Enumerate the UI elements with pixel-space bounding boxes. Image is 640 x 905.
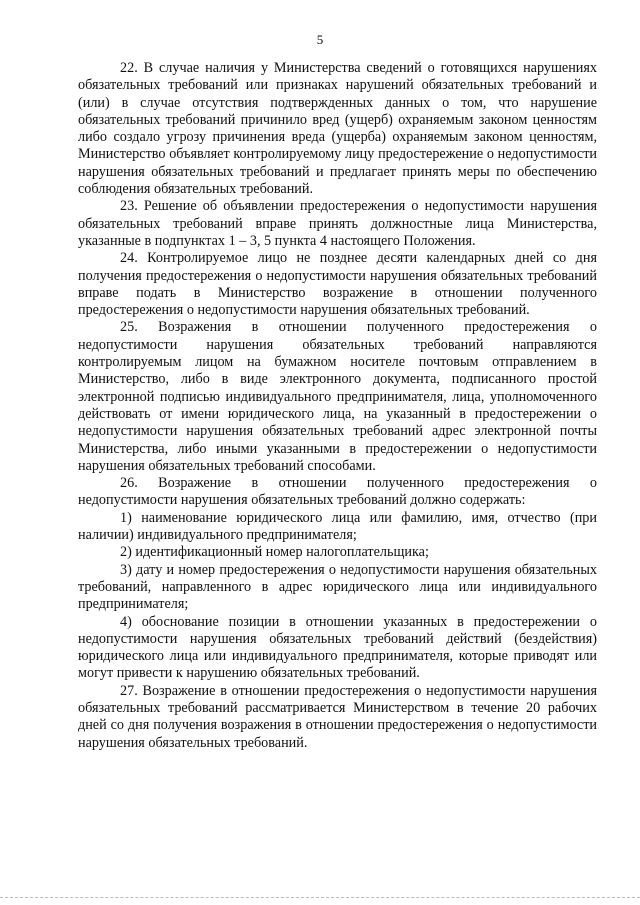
paragraph-25: 25. Возражения в отношении полученного предостережения о недопустимости нарушения обязательных требований направляются контролируемым лицом на бумажном носителе почтовым отправлением в Министерство, либо в виде электронного документа, подписанного простой электронной подписью индивидуального предпринимателя, лица, уполномоченного действовать от имени юридического лица, на указанный в предостережении о недопустимости нарушения обязательных требований адрес электронной почты Министерства, либо иными указанными в предостережении о недопустимости нарушения обязательных требований способами. — [78, 319, 597, 474]
paragraph-24: 24. Контролируемое лицо не позднее десяти календарных дней со дня получения предостережения о недопустимости нарушения обязательных требований вправе подать в Министерство возражение в отношении полученного предостережения о недопустимости нарушения обязательных требований. — [78, 250, 597, 319]
page-bottom-divider — [0, 897, 640, 898]
paragraph-27: 27. Возражение в отношении предостережения о недопустимости нарушения обязательных требований рассматривается Министерством в течение 20 рабочих дней со дня получения возражения в отношении предостережения о недопустимости нарушения обязательных требований. — [78, 682, 597, 751]
paragraph-26: 26. Возражение в отношении полученного предостережения о недопустимости нарушения обязательных требований должно содержать: — [78, 475, 597, 509]
list-item-1: 1) наименование юридического лица или фамилию, имя, отчество (при наличии) индивидуального предпринимателя; — [78, 509, 597, 544]
page-number: 5 — [316, 32, 324, 47]
list-item-4: 4) обоснование позиции в отношении указанных в предостережении о недопустимости нарушения обязательных требований действий (бездействия) юридического лица или индивидуального предпринимателя, которые приводят или могут привести к нарушению обязательных требований. — [78, 613, 597, 682]
list-item-2: 2) идентификационный номер налогоплательщика; — [120, 544, 429, 561]
list-item-3: 3) дату и номер предостережения о недопустимости нарушения обязательных требований, направленного в адрес юридического лица или индивидуального предпринимателя; — [78, 561, 597, 613]
paragraph-22: 22. В случае наличия у Министерства сведений о готовящихся нарушениях обязательных требований или признаках нарушений обязательных требований и (или) в случае отсутствия подтвержденных данных о том, что нарушение обязательных требований причинило вред (ущерб) охраняемым законом ценностям либо создало угрозу причинения вреда (ущерба) охраняемым законом ценностям, Министерство объявляет контролируемому лицу предостережение о недопустимости нарушения обязательных требований и предлагает принять меры по обеспечению соблюдения обязательных требований. — [78, 60, 597, 198]
paragraph-23: 23. Решение об объявлении предостережения о недопустимости нарушения обязательных требований вправе принять должностные лица Министерства, указанные в подпунктах 1 – 3, 5 пункта 4 настоящего Положения. — [78, 198, 597, 249]
document-body — [78, 60, 597, 752]
